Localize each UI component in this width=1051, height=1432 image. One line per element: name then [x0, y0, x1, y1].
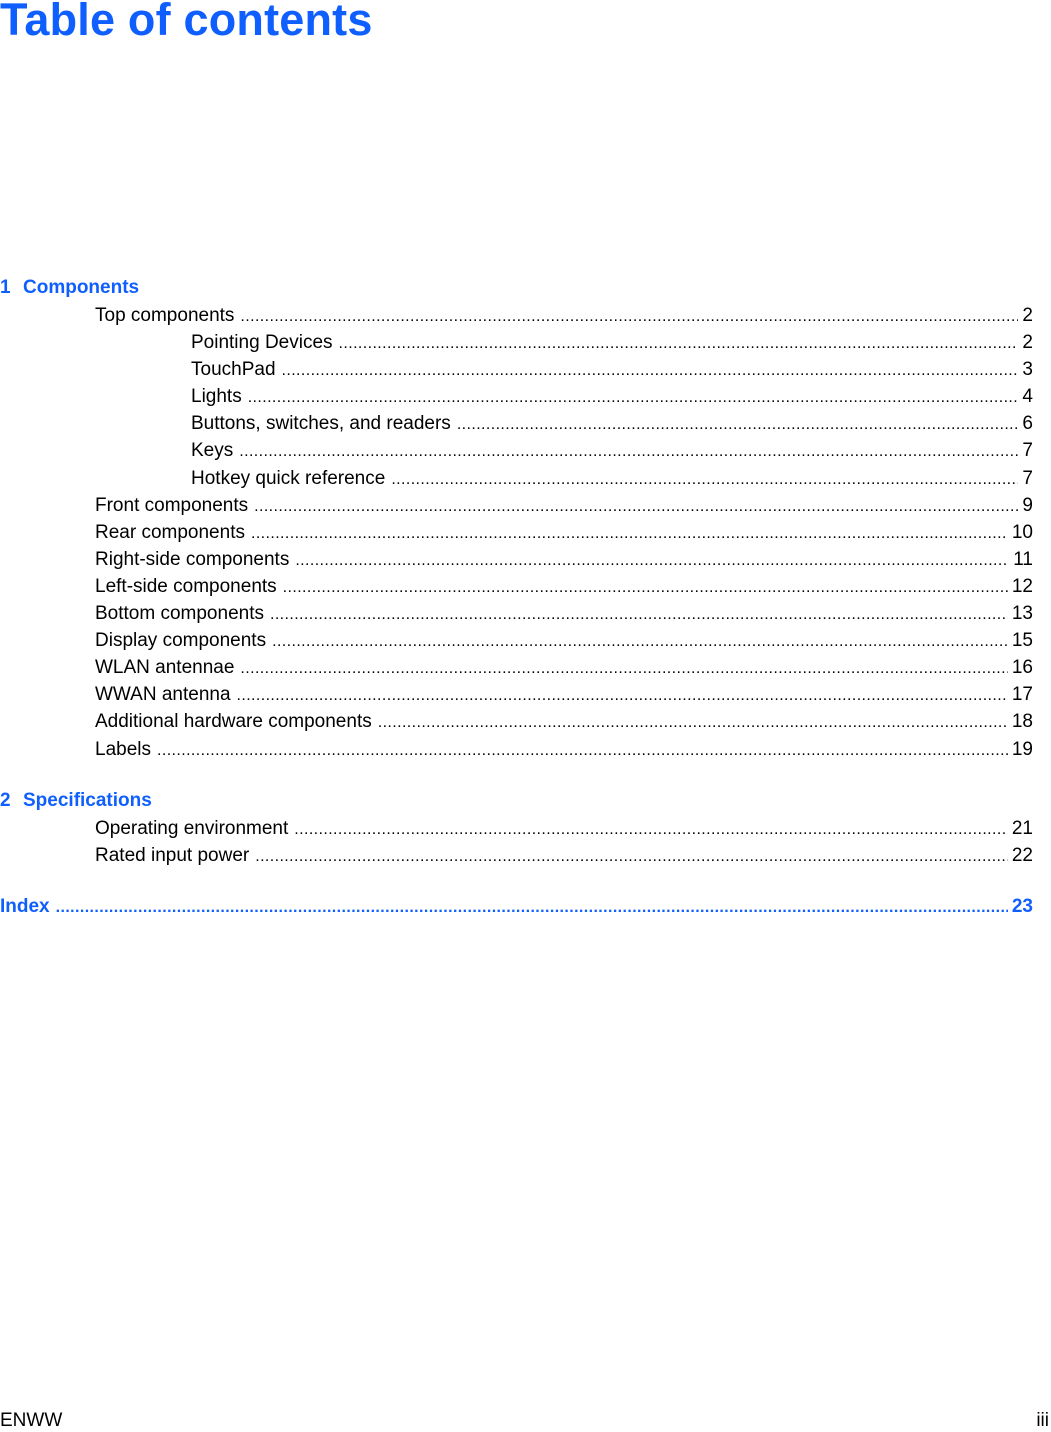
page-number: 4: [1022, 386, 1033, 408]
entry-label: Display components: [95, 630, 267, 652]
dot-leader: [339, 330, 1019, 357]
entry-label: Rated input power: [95, 844, 250, 866]
entry-label: Right-side components: [95, 548, 290, 570]
toc-entry[interactable]: [0, 708, 1033, 735]
dot-leader: [270, 601, 1008, 628]
dot-leader: [294, 816, 1008, 843]
toc-entry[interactable]: [0, 681, 1033, 708]
dot-leader: [378, 709, 1008, 736]
entry-label: Labels: [95, 738, 151, 760]
dot-leader: [283, 574, 1008, 601]
dot-leader: [272, 628, 1008, 655]
toc-entry[interactable]: [0, 546, 1033, 573]
chapter-2: [0, 787, 1033, 869]
entry-label: Keys: [191, 440, 234, 462]
footer-page-number: iii: [1036, 1410, 1049, 1431]
dot-leader: [157, 737, 1008, 764]
dot-leader: [248, 384, 1019, 411]
entry-label: Pointing Devices: [191, 332, 333, 354]
chapter-number: 1: [0, 277, 11, 298]
entry-label: Front components: [95, 494, 249, 516]
dot-leader: [254, 493, 1018, 520]
dot-leader: [282, 357, 1019, 384]
chapter-title: Specifications: [23, 789, 152, 811]
entry-label: Buttons, switches, and readers: [191, 413, 451, 435]
page-number: 10: [1011, 521, 1033, 543]
page-number: 18: [1011, 711, 1033, 733]
index-label: Index: [0, 895, 50, 917]
chapter-entries: [0, 815, 1033, 869]
page-number: 23: [1011, 895, 1033, 917]
chapter-heading[interactable]: [0, 787, 1033, 815]
entry-label: Top components: [95, 305, 235, 326]
dot-leader: [240, 655, 1007, 682]
toc-entry[interactable]: [0, 573, 1033, 600]
entry-label: WWAN antenna: [95, 684, 231, 706]
dot-leader: [237, 682, 1008, 709]
dot-leader: [391, 466, 1018, 493]
dot-leader: [251, 520, 1008, 547]
page-number: 7: [1022, 440, 1033, 462]
chapter-1: [0, 274, 1033, 763]
entry-label: WLAN antennae: [95, 657, 235, 679]
page-title: Table of contents: [0, 0, 373, 45]
toc-entry[interactable]: [0, 842, 1033, 869]
dot-leader: [240, 303, 1018, 330]
toc-entry[interactable]: [0, 329, 1033, 356]
toc-entry[interactable]: [0, 492, 1033, 519]
toc-entry[interactable]: [0, 600, 1033, 627]
page-number: 2: [1022, 332, 1033, 354]
dot-leader: [457, 411, 1019, 438]
page-number: 7: [1022, 467, 1033, 489]
chapter-entries: [0, 302, 1033, 763]
page-number: 19: [1011, 738, 1033, 760]
dot-leader: [239, 438, 1018, 465]
page-number: 11: [1013, 548, 1033, 570]
dot-leader: [255, 843, 1008, 870]
page-number: 6: [1022, 413, 1033, 435]
entry-label: Hotkey quick reference: [191, 467, 386, 489]
page-number: 22: [1011, 844, 1033, 866]
chapter-title: Components: [23, 277, 140, 298]
table-of-contents: [0, 274, 1033, 921]
footer-doc-code: ENWW: [0, 1410, 63, 1431]
page-number: 21: [1011, 817, 1033, 839]
dot-leader: [56, 894, 1008, 922]
entry-label: Rear components: [95, 521, 245, 543]
index-link[interactable]: [0, 893, 1033, 921]
page-footer: [0, 1410, 1051, 1432]
entry-label: Left-side components: [95, 575, 277, 597]
page-number: 2: [1022, 305, 1033, 326]
page-number: 9: [1022, 494, 1033, 516]
toc-entry[interactable]: [0, 736, 1033, 763]
toc-entry[interactable]: [0, 815, 1033, 842]
entry-label: Operating environment: [95, 817, 289, 839]
toc-entry[interactable]: [0, 383, 1033, 410]
chapter-number: 2: [0, 789, 11, 811]
entry-label: Additional hardware components: [95, 711, 372, 733]
toc-entry[interactable]: [0, 627, 1033, 654]
dot-leader: [295, 547, 1009, 574]
toc-entry[interactable]: [0, 356, 1033, 383]
toc-entry[interactable]: [0, 302, 1033, 329]
entry-label: Bottom components: [95, 603, 264, 625]
page-number: 15: [1011, 630, 1033, 652]
entry-label: TouchPad: [191, 359, 276, 381]
toc-entry[interactable]: [0, 465, 1033, 492]
toc-entry[interactable]: [0, 410, 1033, 437]
toc-entry[interactable]: [0, 519, 1033, 546]
page-number: 17: [1011, 684, 1033, 706]
page-number: 3: [1022, 359, 1033, 381]
toc-entry[interactable]: [0, 654, 1033, 681]
page-number: 13: [1011, 603, 1033, 625]
page-number: 16: [1011, 657, 1033, 679]
chapter-heading[interactable]: [0, 274, 1033, 302]
page-number: 12: [1011, 575, 1033, 597]
toc-entry[interactable]: [0, 437, 1033, 464]
entry-label: Lights: [191, 386, 242, 408]
